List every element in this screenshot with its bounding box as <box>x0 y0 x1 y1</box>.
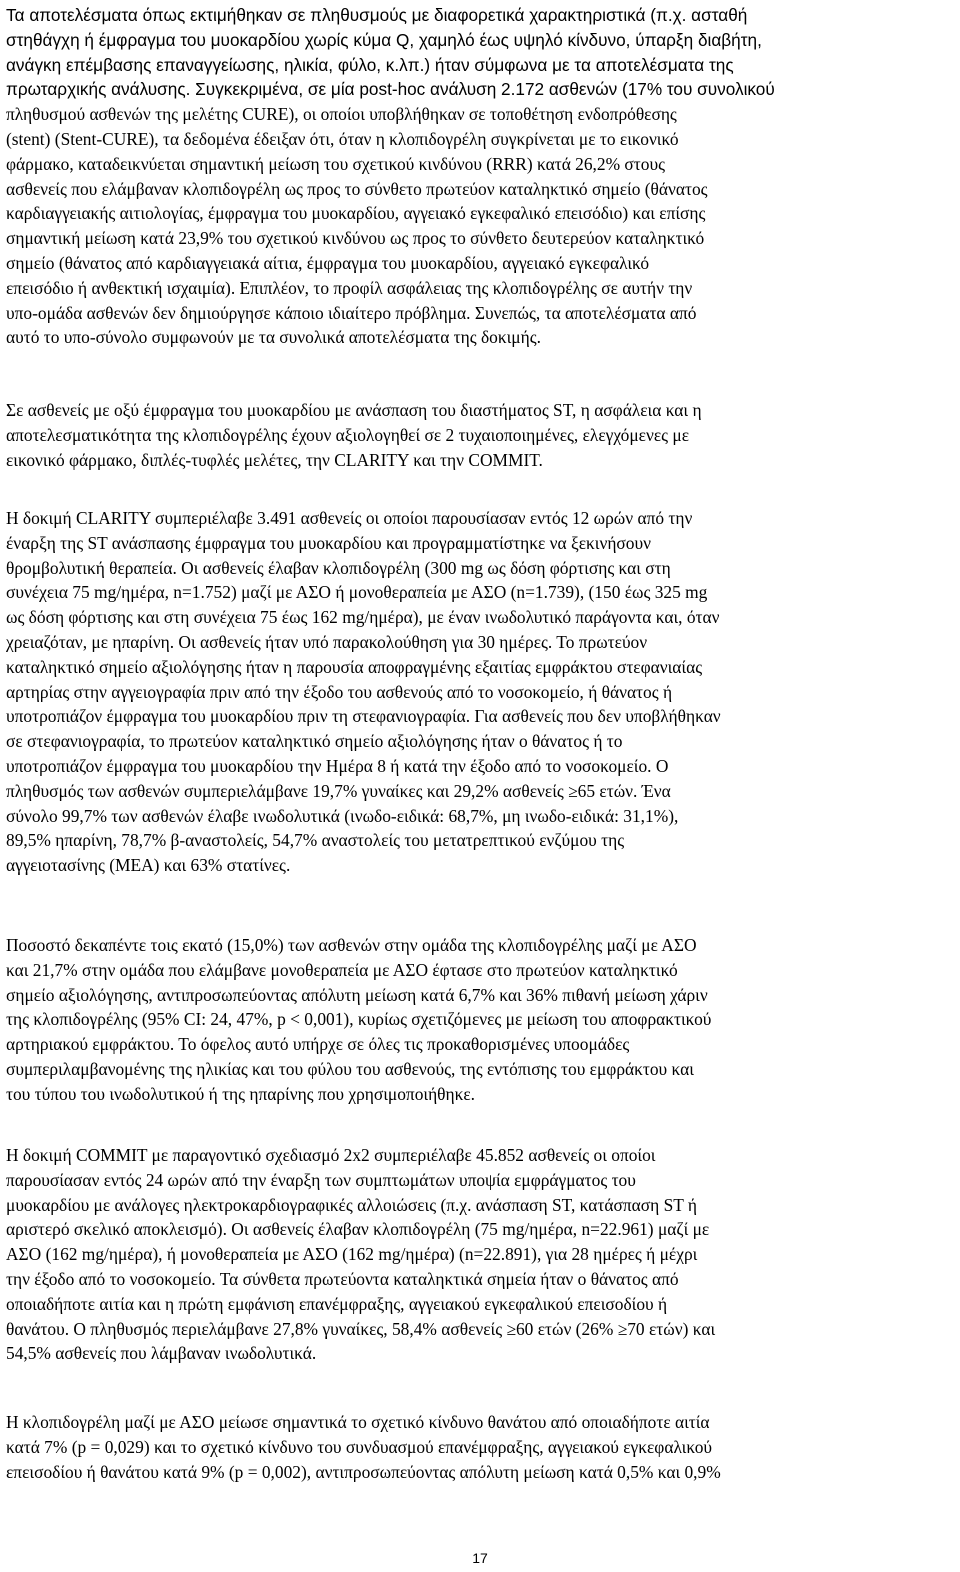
text-line: 89,5% ηπαρίνη, 78,7% β-αναστολείς, 54,7% αναστολείς του μετατρεπτικού ενζύμου της <box>6 830 625 851</box>
text-line: της κλοπιδογρέλης (95% CI: 24, 47%, p < 0,001), κυρίως σχετιζόμενες με μείωση του αποφρακτικού <box>6 1009 712 1030</box>
text-line: ως δόση φόρτισης και στη συνέχεια 75 έως 162 mg/ημέρα), με έναν ινωδολυτικό παράγοντα και, όταν <box>6 607 720 628</box>
text-line: μυοκαρδίου με ανάλογες ηλεκτροκαρδιογραφικές αλλοιώσεις (π.χ. ανάσπαση ST, κατάσπαση ST ή <box>6 1194 697 1215</box>
text-line: την έξοδο από το νοσοκομείο. Τα σύνθετα πρωτεύοντα καταληκτικά σημεία ήταν ο θάνατος από <box>6 1268 679 1289</box>
text-line: αρτηρίας στην αγγειογραφία πριν από την έξοδο του ασθενούς από το νοσοκομείο, ή θάνατος ή <box>6 681 673 702</box>
page-number: 17 <box>472 1550 488 1566</box>
text-line: συμπεριλαμβανομένης της ηλικίας και του φύλου του ασθενούς, της εντόπισης του εμφράκτου και <box>6 1058 694 1079</box>
text-line: καταληκτικό σημείο αξιολόγησης ήταν η παρουσία αποφραγμένης εξαιτίας εμφράκτου στεφανιαίας <box>6 656 703 677</box>
text-line: ασθενείς που ελάμβαναν κλοπιδογρέλη ως προς το σύνθετο πρωτεύον καταληκτικό σημείο (θάνατος <box>6 178 708 199</box>
text-line: σημαντική μείωση κατά 23,9% του σχετικού κινδύνου ως προς το σύνθετο δευτερεύον καταληκτικό <box>6 228 705 249</box>
text-line: επεισοδίου ή θανάτου κατά 9% (p = 0,002), αντιπροσωπεύοντας απόλυτη μείωση κατά 0,5% και 0,9% <box>6 1461 721 1482</box>
text-line: Ποσοστό δεκαπέντε τοις εκατό (15,0%) των ασθενών στην ομάδα της κλοπιδογρέλης μαζί με ΑΣΟ <box>6 935 697 955</box>
text-line: πρωταρχικής ανάλυσης. Συγκεκριμένα, σε μία post-hoc ανάλυση 2.172 ασθενών (17% του συνολικού <box>6 79 775 100</box>
paragraph-clarity-results <box>6 933 956 1107</box>
text-line: ΑΣΟ (162 mg/ημέρα), ή μονοθεραπεία με ΑΣΟ (162 mg/ημέρα) (n=22.891), για 28 ημέρες ή μέχρι <box>6 1244 698 1265</box>
text-line: κατά 7% (p = 0,029) και το σχετικό κίνδυνο του συνδυασμού επανέμφραξης, αγγειακού εγκεφαλικού <box>6 1436 713 1457</box>
paragraph-clarity-design <box>6 506 956 878</box>
paragraph-commit-design <box>6 1143 956 1366</box>
paragraph-commit-results <box>6 1410 956 1484</box>
text-line: αρτηριακού εμφράκτου. Το όφελος αυτό υπήρχε σε όλες τις προκαθορισμένες υποομάδες <box>6 1034 630 1055</box>
text-line: Η δοκιμή COMMIT με παραγοντικό σχεδιασμό 2x2 συμπεριέλαβε 45.852 ασθενείς οι οποίοι <box>6 1145 656 1165</box>
text-line: παρουσίασαν εντός 24 ωρών από την έναρξη των συμπτωμάτων υποψία εμφράγματος του <box>6 1169 636 1190</box>
text-line: και 21,7% στην ομάδα που ελάμβανε μονοθεραπεία με ΑΣΟ έφτασε στο πρωτεύον καταληκτικό <box>6 959 678 980</box>
paragraph-stemi-intro <box>6 398 956 472</box>
paragraph-subgroup-results <box>6 3 956 350</box>
text-line: σε στεφανιογραφία, το πρωτεύον καταληκτικό σημείο αξιολόγησης ήταν ο θάνατος ή το <box>6 731 623 752</box>
text-line: επεισόδιο ή ανθεκτική ισχαιμία). Επιπλέον, το προφίλ ασφάλειας της κλοπιδογρέλης σε αυτήν την <box>6 277 693 298</box>
text-line: χρειαζόταν, με ηπαρίνη. Οι ασθενείς ήταν υπό παρακολούθηση για 30 ημέρες. Το πρωτεύον <box>6 631 648 652</box>
text-line: θρομβολυτική θεραπεία. Οι ασθενείς έλαβαν κλοπιδογρέλη (300 mg ως δόση φόρτισης και στη <box>6 557 671 578</box>
text-line: (stent) (Stent-CURE), τα δεδομένα έδειξαν ότι, όταν η κλοπιδογρέλη συγκρίνεται με το εικονικό <box>6 128 679 149</box>
text-line: 54,5% ασθενείς που λάμβαναν ινωδολυτικά. <box>6 1343 317 1364</box>
text-line: έναρξη της ST ανάσπασης έμφραγμα του μυοκαρδίου και προγραμματίστηκε να ξεκινήσουν <box>6 532 651 553</box>
text-line: πληθυσμός των ασθενών συμπεριελάμβανε 19,7% γυναίκες και 29,2% ασθενείς ≥65 ετών. Ένα <box>6 780 671 801</box>
text-line: του τύπου του ινωδολυτικού ή της ηπαρίνης που χρησιμοποιήθηκε. <box>6 1083 476 1104</box>
text-line: αυτό το υπο-σύνολο συμφωνούν με τα συνολικά αποτελέσματα της δοκιμής. <box>6 327 541 348</box>
text-line: υπο-ομάδα ασθενών δεν δημιούργησε κάποιο ιδιαίτερο πρόβλημα. Συνεπώς, τα αποτελέσματα από <box>6 302 697 323</box>
text-line: πληθυσμού ασθενών της μελέτης CURE), οι οποίοι υποβλήθηκαν σε τοποθέτηση ενδοπρόθεσης <box>6 104 677 125</box>
text-line: Η δοκιμή CLARITY συμπεριέλαβε 3.491 ασθενείς οι οποίοι παρουσίασαν εντός 12 ωρών από την <box>6 508 693 528</box>
text-line: φάρμακο, καταδεικνύεται σημαντική μείωση του σχετικού κινδύνου (RRR) κατά 26,2% στους <box>6 153 665 174</box>
text-line: αγγειοτασίνης (ΜΕΑ) και 63% στατίνες. <box>6 855 291 876</box>
text-line: οποιαδήποτε αιτία και η πρώτη εμφάνιση επανέμφραξης, αγγειακού εγκεφαλικού επεισοδίου ή <box>6 1293 668 1314</box>
text-line: Η κλοπιδογρέλη μαζί με ΑΣΟ μείωσε σημαντικά το σχετικό κίνδυνο θανάτου από οποιαδήποτε αιτία <box>6 1412 710 1432</box>
text-line: στηθάγχη ή έμφραγμα του μυοκαρδίου χωρίς κύμα Q, χαμηλό έως υψηλό κίνδυνο, ύπαρξη διαβήτη, <box>6 29 762 50</box>
text-line: Σε ασθενείς με οξύ έμφραγμα του μυοκαρδίου με ανάσπαση του διαστήματος ST, η ασφάλεια και η <box>6 400 702 420</box>
text-line: υποτροπιάζον έμφραγμα του μυοκαρδίου την Ημέρα 8 ή κατά την έξοδο από το νοσοκομείο. Ο <box>6 755 669 776</box>
text-line: συνέχεια 75 mg/ημέρα, n=1.752) μαζί με ΑΣΟ ή μονοθεραπεία με ΑΣΟ (n=1.739), (150 έως 325 mg <box>6 582 708 603</box>
text-line: υποτροπιάζον έμφραγμα του μυοκαρδίου πριν τη στεφανιογραφία. Για ασθενείς που δεν υποβλήθηκαν <box>6 706 721 727</box>
text-line: Τα αποτελέσματα όπως εκτιμήθηκαν σε πληθυσμούς με διαφορετικά χαρακτηριστικά (π.χ. ασταθή <box>6 5 748 25</box>
text-line: καρδιαγγειακής αιτιολογίας, έμφραγμα του μυοκαρδίου, αγγειακό εγκεφαλικό επεισόδιο) και επίσης <box>6 203 706 224</box>
text-line: ανάγκη επέμβασης επαναγγείωσης, ηλικία, φύλο, κ.λπ.) ήταν σύμφωνα με τα αποτελέσματα της <box>6 54 734 75</box>
text-line: εικονικό φάρμακο, διπλές-τυφλές μελέτες, την CLARITY και την COMMIT. <box>6 449 543 470</box>
text-line: σημείο αξιολόγησης, αντιπροσωπεύοντας απόλυτη μείωση κατά 6,7% και 36% πιθανή μείωση χάριν <box>6 984 708 1005</box>
text-line: σημείο (θάνατος από καρδιαγγειακά αίτια, έμφραγμα του μυοκαρδίου, αγγειακό εγκεφαλικό <box>6 252 650 273</box>
text-line: θανάτου. Ο πληθυσμός περιελάμβανε 27,8% γυναίκες, 58,4% ασθενείς ≥60 ετών (26% ≥70 ετών) και <box>6 1318 716 1339</box>
text-line: αριστερό σκελικό αποκλεισμό). Οι ασθενείς έλαβαν κλοπιδογρέλη (75 mg/ημέρα, n=22.961) μαζί με <box>6 1219 710 1240</box>
text-line: αποτελεσματικότητα της κλοπιδογρέλης έχουν αξιολογηθεί σε 2 τυχαιοποιημένες, ελεγχόμενες με <box>6 424 690 445</box>
text-line: σύνολο 99,7% των ασθενών έλαβε ινωδολυτικά (ινωδο-ειδικά: 68,7%, μη ινωδο-ειδικά: 31,1%), <box>6 805 679 826</box>
